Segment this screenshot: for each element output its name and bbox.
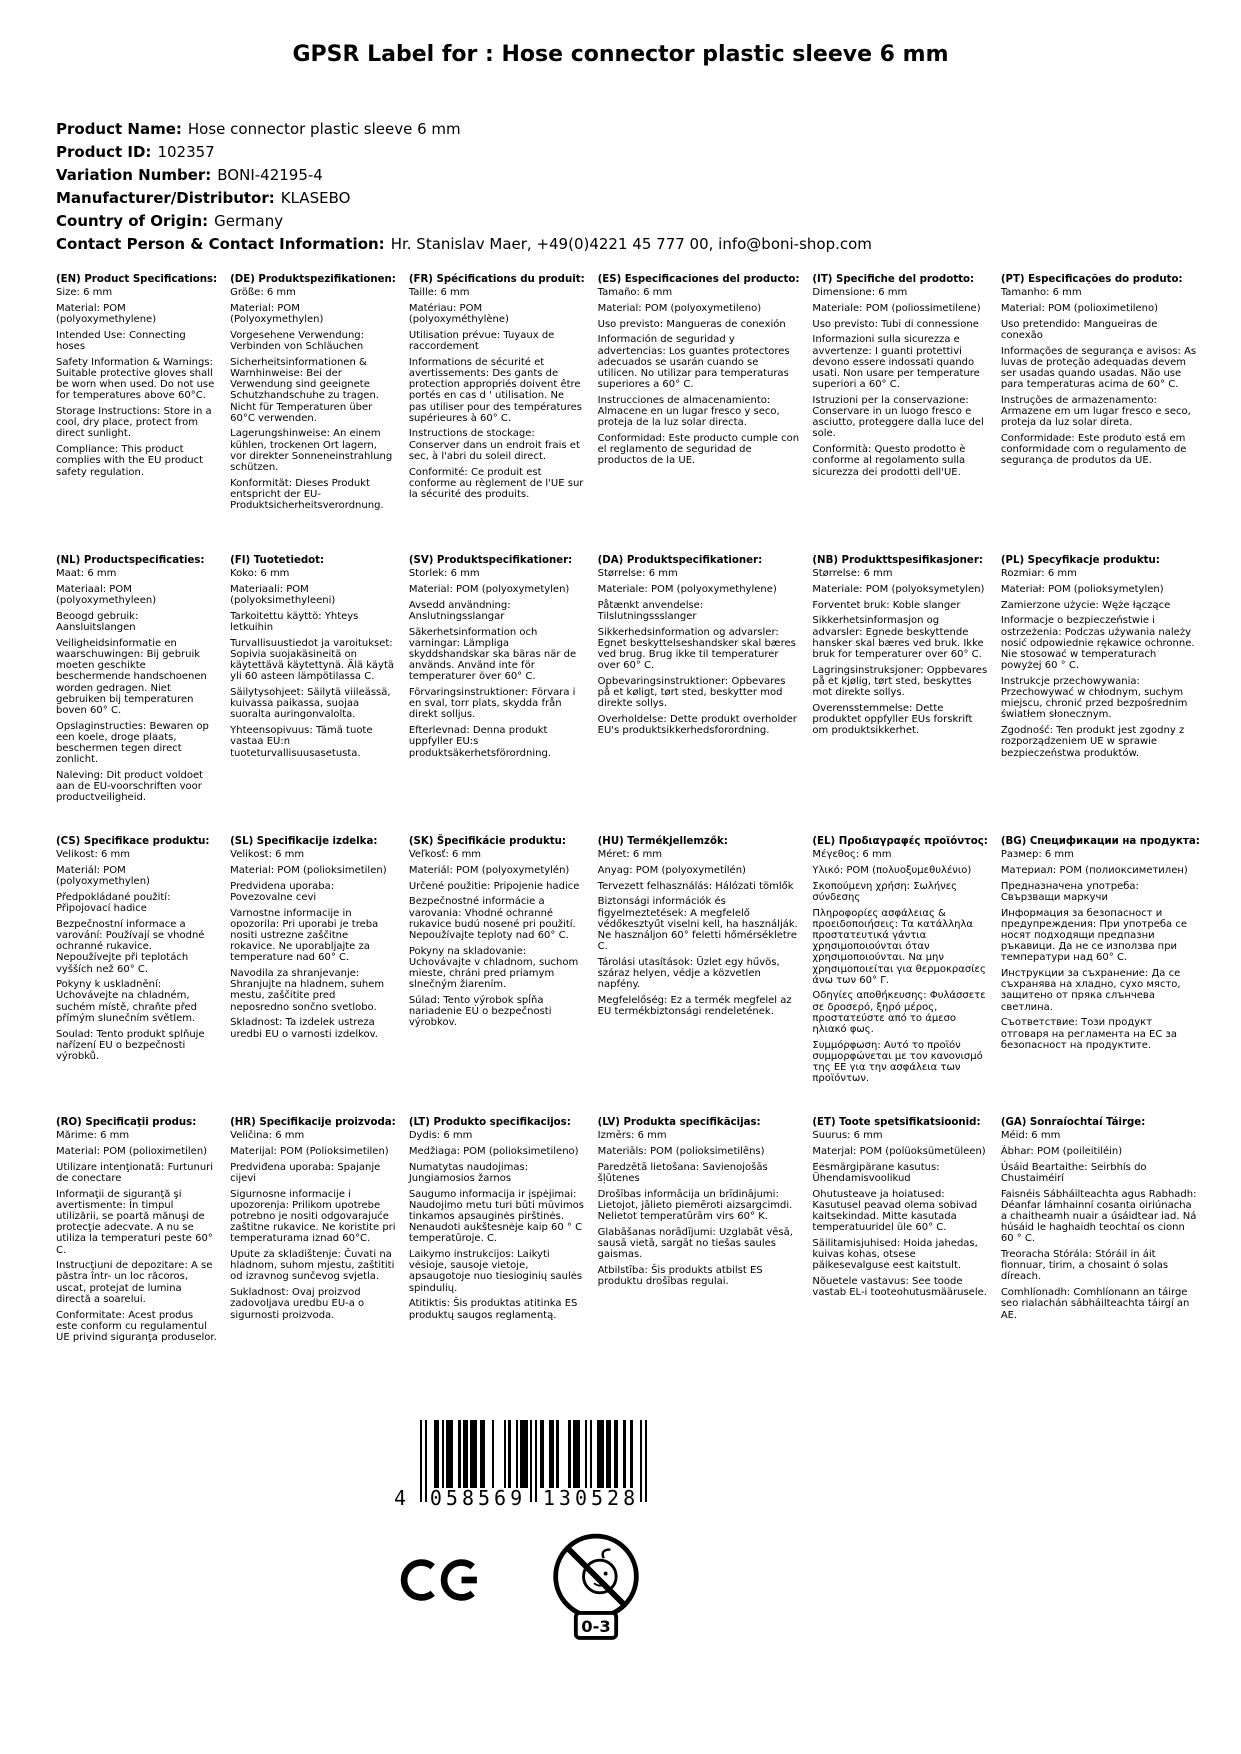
block-paragraph: Yhteensopivuus: Tämä tuote vastaa EU:n tuoteturvallisuusasetusta. bbox=[230, 725, 373, 759]
block-paragraph: Úsáid Beartaithe: Seirbhís do Chustaiméirí bbox=[1000, 1161, 1147, 1184]
block-paragraph: Förvaringsinstruktioner: Förvara i en sval, torr plats, skydda från direkt solljus. bbox=[408, 687, 576, 721]
block-paragraph: Istruzioni per la conservazione: Conservare in un luogo fresco e asciutto, proteggere dalla luce del sole. bbox=[812, 394, 984, 440]
block-paragraph: Méret: 6 mm bbox=[597, 849, 662, 861]
language-block bbox=[598, 1117, 800, 1398]
block-header: (IT) Specifiche del prodotto: bbox=[812, 274, 975, 285]
block-header: (NB) Produkttspesifikasjoner: bbox=[812, 555, 983, 566]
block-paragraph: Comhlíonadh: Comhlíonann an táirge seo rialachán sábháilteachta táirgí an AE. bbox=[1000, 1287, 1190, 1321]
block-paragraph: Instrucciones de almacenamiento: Almacene en un lugar fresco y seco, proteja de la luz solar directa. bbox=[597, 394, 780, 429]
block-paragraph: Veľkosť: 6 mm bbox=[408, 849, 482, 861]
block-paragraph: Uso previsto: Tubi di connessione bbox=[812, 318, 979, 330]
barcode-left-digits: 058569 bbox=[429, 1486, 527, 1510]
block-paragraph: Conformitate: Acest produs este conform cu regulamentul UE privind siguranţa produselor. bbox=[56, 1309, 217, 1343]
block-paragraph: Materijal: POM (Polioksimetilen) bbox=[230, 1146, 389, 1158]
block-paragraph: Ábhar: POM (poileitiléin) bbox=[1000, 1146, 1123, 1158]
block-paragraph: Matériau: POM (polyoxyméthylène) bbox=[408, 303, 509, 326]
block-paragraph: Tervezett felhasználás: Hálózati tömlők bbox=[597, 880, 794, 892]
block-header: (FR) Spécifications du produit: bbox=[408, 274, 585, 285]
block-paragraph: Beoogd gebruik: Aansluitslangen bbox=[56, 610, 139, 634]
block-paragraph: Zamierzone użycie: Węże łączące bbox=[1000, 599, 1171, 611]
block-paragraph: Suurus: 6 mm bbox=[812, 1130, 883, 1142]
block-paragraph: Dydis: 6 mm bbox=[408, 1130, 473, 1142]
block-paragraph: Instrucţiuni de depozitare: A se păstra într- un loc răcoros, uscat, protejat de lumina directă a soarelui. bbox=[56, 1260, 213, 1305]
language-block bbox=[1001, 1117, 1200, 1398]
block-paragraph: Lagerungshinweise: An einem kühlen, trockenen Ort lagern, vor direkter Sonneneinstrahlung schützen. bbox=[230, 428, 393, 474]
block-paragraph: Pokyny k uskladnění: Uchovávejte na chladném, suchém místě, chraňte před přímým slunečním světlem. bbox=[56, 979, 198, 1024]
language-block bbox=[56, 555, 217, 836]
info-row bbox=[56, 210, 872, 233]
block-paragraph: Upute za skladištenje: Čuvati na hladnom, suhom mjestu, zaštititi od izravnog sunčevog svjetla. bbox=[230, 1249, 395, 1283]
block-header: (LT) Produkto specifikacijos: bbox=[408, 1117, 571, 1128]
info-value: KLASEBO bbox=[280, 189, 351, 207]
block-header: (SV) Produktspecifikationer: bbox=[408, 555, 573, 566]
language-block bbox=[230, 1117, 396, 1398]
block-paragraph: Medžiaga: POM (polioksimetileno) bbox=[408, 1146, 579, 1158]
block-paragraph: Predvidena uporaba: Povezovalne cevi bbox=[230, 880, 335, 903]
block-paragraph: Faisnéis Sábháilteachta agus Rabhadh: Déanfar lámhainní cosanta oiriúnacha a chaitheamh nuair a úsáidtear iad. Ná húsáid le haghaidh teochtaí os cionn 60 ° C. bbox=[1000, 1188, 1197, 1245]
block-paragraph: Materiál: POM (polyoxymethylen) bbox=[56, 865, 150, 888]
block-paragraph: Velikost: 6 mm bbox=[56, 849, 131, 861]
block-paragraph: Tamaño: 6 mm bbox=[597, 287, 673, 299]
block-header: (EL) Προδιαγραφές προϊόντος: bbox=[812, 836, 988, 847]
block-header: (RO) Specificaţii produs: bbox=[56, 1117, 197, 1128]
block-paragraph: Atitiktis: Šis produktas atitinka ES produktų saugos reglamentą. bbox=[408, 1298, 578, 1321]
block-paragraph: Συμμόρφωση: Αυτό το προϊόν συμμορφώνεται με τον κανονισμό της ΕΕ για την ασφάλεια των προϊόντων. bbox=[812, 1039, 983, 1085]
block-paragraph: Materjal: POM (polüoksümetüleen) bbox=[812, 1146, 986, 1158]
info-value: BONI-42195-4 bbox=[217, 166, 323, 184]
block-paragraph: Material: POM (polioximetilen) bbox=[56, 1146, 208, 1158]
block-paragraph: Size: 6 mm bbox=[56, 287, 113, 299]
block-paragraph: Opbevaringsinstruktioner: Opbevares på et køligt, tørt sted, beskytter mod direkte sollys. bbox=[597, 675, 786, 710]
block-paragraph: Größe: 6 mm bbox=[230, 287, 296, 299]
block-paragraph: Материал: POM (полиоксиметилен) bbox=[1000, 865, 1188, 877]
block-paragraph: Informations de sécurité et avertissements: Des gants de protection appropriés doivent être portés en cas d ' utilisation. Ne pas utiliser pour des températures supérieures à 60° C. bbox=[408, 356, 582, 424]
block-header: (HU) Termékjellemzők: bbox=[597, 836, 728, 847]
block-paragraph: Paredzētā lietošana: Savienojošās šļūtenes bbox=[597, 1161, 768, 1184]
block-paragraph: Utilizare intenţionată: Furtunuri de conectare bbox=[56, 1161, 214, 1184]
block-paragraph: Lagringsinstruksjoner: Oppbevares på et kjølig, tørt sted, beskyttes mot direkte sollys. bbox=[812, 664, 988, 699]
block-paragraph: Conformidade: Este produto está em conformidade com o regulamento de segurança de produtos da UE. bbox=[1000, 432, 1187, 467]
language-block bbox=[1001, 836, 1200, 1117]
language-block bbox=[56, 836, 217, 1117]
block-header: (DA) Produktspecifikationer: bbox=[597, 555, 763, 566]
block-paragraph: Sicherheitsinformationen & Warnhinweise: Bei der Verwendung sind geeignete Schutzhandschuhe zu tragen. Nicht für Temperaturen über 60°C verwenden. bbox=[230, 356, 379, 424]
block-paragraph: Izmērs: 6 mm bbox=[597, 1130, 667, 1142]
language-block bbox=[230, 836, 396, 1117]
barcode-right-digits: 130528 bbox=[542, 1486, 640, 1510]
block-paragraph: Sikkerhetsinformasjon og advarsler: Egnede beskyttende hansker skal bæres ved bruk. Ikke bruk for temperaturer over 60° C. bbox=[812, 615, 984, 661]
block-paragraph: Material: POM (polyoxymethylene) bbox=[56, 303, 157, 326]
block-header: (SL) Specifikacije izdelka: bbox=[230, 836, 378, 847]
info-value: Hr. Stanislav Maer, +49(0)4221 45 777 00, info@boni-shop.com bbox=[390, 235, 872, 253]
ean13-barcode bbox=[392, 1420, 692, 1520]
block-paragraph: Drošības informācija un brīdinājumi: Lietojot, jālieto piemēroti aizsargcimdi. Nelietot temperatūrām virs 60° K. bbox=[597, 1188, 793, 1223]
info-row bbox=[56, 164, 872, 187]
block-paragraph: Material: POM (polyoxymetileno) bbox=[597, 303, 762, 315]
block-header: (PT) Especificações do produto: bbox=[1000, 274, 1183, 285]
block-paragraph: Rozmiar: 6 mm bbox=[1000, 568, 1077, 580]
block-paragraph: Informazioni sulla sicurezza e avvertenze: I guanti protettivi devono essere indossati quando usati. Non usare per temperature superiori a 60° C. bbox=[812, 334, 980, 391]
block-paragraph: Størrelse: 6 mm bbox=[597, 568, 678, 580]
block-paragraph: Opslaginstructies: Bewaren op een koele, droge plaats, beschermen tegen direct zonlicht. bbox=[56, 720, 209, 766]
block-paragraph: Predviđena uporaba: Spajanje cijevi bbox=[230, 1161, 381, 1184]
block-paragraph: Skladnost: Ta izdelek ustreza uredbi EU o varnosti izdelkov. bbox=[230, 1017, 378, 1040]
block-header: (DE) Produktspezifikationen: bbox=[230, 274, 396, 285]
block-paragraph: Instruções de armazenamento: Armazene em um lugar fresco e seco, proteja da luz solar direta. bbox=[1000, 394, 1191, 429]
block-header: (EN) Product Specifications: bbox=[56, 274, 218, 285]
block-paragraph: Informações de segurança e avisos: As luvas de proteção adequadas devem ser usadas quando usadas. Não use para temperaturas acima de 60° C. bbox=[1000, 345, 1197, 391]
info-row bbox=[56, 233, 872, 256]
block-paragraph: Taille: 6 mm bbox=[408, 287, 470, 299]
block-paragraph: Saugumo informacija ir įspėjimai: Naudojimo metu turi būti mūvimos tinkamos apsauginės pirštinės. Nenaudoti aukštesnėje kaip 60 ° C temperatūroje. C. bbox=[408, 1188, 584, 1245]
block-paragraph: Предназначена употреба: Свързващи маркучи bbox=[1000, 880, 1139, 903]
info-label: Contact Person & Contact Information: bbox=[56, 235, 385, 253]
language-block bbox=[1001, 555, 1200, 836]
block-paragraph: Intended Use: Connecting hoses bbox=[56, 329, 186, 353]
block-header: (FI) Tuotetiedot: bbox=[230, 555, 325, 566]
language-block bbox=[230, 555, 396, 836]
barcode-module bbox=[645, 1420, 647, 1502]
info-row bbox=[56, 118, 872, 141]
block-header: (SK) Špecifikácie produktu: bbox=[408, 836, 567, 847]
block-paragraph: Méid: 6 mm bbox=[1000, 1130, 1061, 1142]
ce-mark-icon bbox=[400, 1548, 482, 1612]
language-block bbox=[56, 274, 217, 555]
language-block bbox=[812, 555, 987, 836]
block-header: (CS) Specifikace produktu: bbox=[56, 836, 210, 847]
info-row bbox=[56, 187, 872, 210]
block-paragraph: Säilitamisjuhised: Hoida jahedas, kuivas kohas, otsese päikesevalguse eest kaitstult. bbox=[812, 1237, 978, 1272]
block-paragraph: Materiaali: POM (polyoksimethyleeni) bbox=[230, 584, 336, 607]
block-paragraph: Размер: 6 mm bbox=[1000, 849, 1074, 861]
language-block bbox=[812, 836, 987, 1117]
block-paragraph: Material: POM (Polyoxymethylen) bbox=[230, 303, 324, 326]
block-paragraph: Uso pretendido: Mangueiras de conexão bbox=[1000, 318, 1158, 341]
language-blocks-grid bbox=[56, 274, 1200, 1398]
block-paragraph: Materiał: POM (polioksymetylen) bbox=[1000, 584, 1164, 596]
language-block bbox=[230, 274, 396, 555]
block-paragraph: Tamanho: 6 mm bbox=[1000, 287, 1082, 299]
block-paragraph: Størrelse: 6 mm bbox=[812, 568, 893, 580]
block-paragraph: Safety Information & Warnings: Suitable protective gloves shall be worn when used. Do not use for temperatures above 60°C. bbox=[56, 356, 215, 402]
block-paragraph: Treoracha Stórála: Stóráil in áit fionnuar, tirim, a chosaint ó solas díreach. bbox=[1000, 1249, 1169, 1283]
block-paragraph: Storlek: 6 mm bbox=[408, 568, 480, 580]
info-value: Germany bbox=[214, 212, 284, 230]
block-paragraph: Material: POM (polioksimetilen) bbox=[230, 865, 387, 877]
block-paragraph: Tárolási utasítások: Üzlet egy hűvös, száraz helyen, védje a közvetlen napfény. bbox=[597, 956, 780, 991]
block-paragraph: Navodila za shranjevanje: Shranjujte na hladnem, suhem mestu, zaščitite pred neposredno sončno svetlobo. bbox=[230, 968, 385, 1013]
info-value: Hose connector plastic sleeve 6 mm bbox=[187, 120, 461, 138]
info-label: Manufacturer/Distributor: bbox=[56, 189, 275, 207]
info-row bbox=[56, 141, 872, 164]
block-paragraph: Säilytysohjeet: Säilytä viileässä, kuivassa paikassa, suojaa suoralta auringonvalolta. bbox=[230, 687, 391, 721]
block-paragraph: Eesmärgipärane kasutus: Ühendamisvoolikud bbox=[812, 1161, 940, 1184]
info-label: Product ID: bbox=[56, 143, 152, 161]
block-paragraph: Velikost: 6 mm bbox=[230, 849, 305, 861]
block-paragraph: Bezpečnostní informace a varování: Používají se vhodné ochranné rukavice. Nepoužívejte při teplotách vyšších než 60° C. bbox=[56, 918, 205, 975]
block-header: (HR) Specifikacije proizvoda: bbox=[230, 1117, 396, 1128]
page-title: GPSR Label for : Hose connector plastic sleeve 6 mm bbox=[292, 42, 949, 67]
block-paragraph: Anyag: POM (polyoxymetilén) bbox=[597, 865, 746, 877]
block-paragraph: Material: POM (polyoxymetylen) bbox=[408, 584, 570, 596]
block-paragraph: Instrukcje przechowywania: Przechowywać w chłodnym, suchym miejscu, chronić przed bezpośrednim światłem słonecznym. bbox=[1000, 675, 1188, 721]
block-paragraph: Pokyny na skladovanie: Uchovávajte v chladnom, suchom mieste, chráni pred priamym slnečným žiarením. bbox=[408, 945, 579, 991]
language-block bbox=[56, 1117, 217, 1398]
age-warning-text: 0-3 bbox=[581, 1617, 611, 1637]
block-paragraph: Ohutusteave ja hoiatused: Kasutusel peavad olema sobivad kaitsekindad. Mitte kasutada temperatuuridel üle 60° C. bbox=[812, 1188, 978, 1234]
language-block bbox=[812, 1117, 987, 1398]
block-paragraph: Uso previsto: Mangueras de conexión bbox=[597, 318, 786, 330]
block-paragraph: Materiale: POM (poliossimetilene) bbox=[812, 303, 981, 315]
block-header: (NL) Productspecificaties: bbox=[56, 555, 205, 566]
info-label: Country of Origin: bbox=[56, 212, 209, 230]
block-paragraph: Информация за безопасност и предупреждения: При употреба се носят подходящи предпазни ръкавици. Да не се използва при температури над 60° C. bbox=[1000, 907, 1187, 964]
block-paragraph: Materiál: POM (polyoxymetylén) bbox=[408, 865, 570, 877]
block-paragraph: Sikkerhedsinformation og advarsler: Egnet beskyttelseshandsker skal bæres ved brug. Brug ikke til temperaturer over 60° C. bbox=[597, 626, 796, 672]
block-header: (PL) Specyfikacje produktu: bbox=[1000, 555, 1160, 566]
block-paragraph: Materiāls: POM (polioksimetilēns) bbox=[597, 1146, 765, 1158]
language-block bbox=[1001, 274, 1200, 555]
language-block bbox=[598, 274, 800, 555]
block-paragraph: Koko: 6 mm bbox=[230, 568, 290, 580]
block-paragraph: Sigurnosne informacije i upozorenja: Prilikom upotrebe potrebno je nositi odgovarajuće zaštitne rukavice. Ne koristite pri temperaturama iznad 60°C. bbox=[230, 1188, 396, 1245]
block-paragraph: Soulad: Tento produkt splňuje nařízení EU o bezpečnosti výrobků. bbox=[56, 1028, 205, 1062]
language-block bbox=[409, 274, 585, 555]
block-paragraph: Určené použitie: Pripojenie hadice bbox=[408, 880, 580, 892]
block-paragraph: Avsedd användning: Anslutningsslangar bbox=[408, 599, 511, 622]
block-paragraph: Mărime: 6 mm bbox=[56, 1130, 130, 1142]
block-paragraph: Atbilstība: Šis produkts atbilst ES produktu drošības regulai. bbox=[597, 1264, 763, 1287]
language-block bbox=[409, 836, 585, 1117]
block-paragraph: Efterlevnad: Denna produkt uppfyller EU:s produktsäkerhetsförordning. bbox=[408, 725, 551, 759]
block-paragraph: Conformidad: Este producto cumple con el reglamento de seguridad de productos de la UE. bbox=[597, 432, 800, 467]
block-paragraph: Dimensione: 6 mm bbox=[812, 287, 908, 299]
info-label: Product Name: bbox=[56, 120, 182, 138]
block-paragraph: Vorgesehene Verwendung: Verbinden von Schläuchen bbox=[230, 329, 365, 353]
block-paragraph: Varnostne informacije in opozorila: Pri uporabi je treba nositi ustrezne zaščitne rokavice. Ne uporabljajte za temperature nad 60° C. bbox=[230, 907, 379, 964]
block-paragraph: Nõuetele vastavus: See toode vastab EL-i tooteohutusmäärusele. bbox=[812, 1275, 987, 1299]
block-paragraph: Laikymo instrukcijos: Laikyti vėsioje, sausoje vietoje, apsaugotoje nuo tiesioginių saulės spindulių. bbox=[408, 1249, 583, 1294]
block-paragraph: Säkerhetsinformation och varningar: Lämpliga skyddshandskar ska bäras när de används. Använd inte för temperaturer över 60° C. bbox=[408, 626, 577, 683]
block-paragraph: Informaţii de siguranţă şi avertismente: În timpul utilizării, se poartă mănuşi de protecţie adecvate. A nu se utiliza la temperaturi peste 60° C. bbox=[56, 1188, 213, 1256]
block-paragraph: Biztonsági információk és figyelmeztetések: A megfelelő védőkesztyűt viselni kell, ha használják. Ne használjon 60° feletti hőmérsékletre C. bbox=[597, 896, 798, 953]
barcode-first-digit: 4 bbox=[394, 1486, 407, 1510]
info-label: Variation Number: bbox=[56, 166, 212, 184]
block-paragraph: Σκοπούμενη χρήση: Σωλήνες σύνδεσης bbox=[812, 880, 958, 903]
block-paragraph: Инструкции за съхранение: Да се съхранява на хладно, сухо място, защитено от пряка слънчева светлина. bbox=[1000, 968, 1181, 1013]
block-paragraph: Bezpečnostné informácie a varovania: Vhodné ochranné rukavice budú nosené pri použití. Nepoužívajte teploty nad 60° C. bbox=[408, 896, 576, 942]
language-block bbox=[812, 274, 987, 555]
block-paragraph: Tarkoitettu käyttö: Yhteys letkuihin bbox=[230, 610, 359, 634]
block-header: (LV) Produkta specifikācijas: bbox=[597, 1117, 761, 1128]
block-paragraph: Storage Instructions: Store in a cool, dry place, protect from direct sunlight. bbox=[56, 406, 212, 440]
block-header: (BG) Спецификации на продукта: bbox=[1000, 836, 1200, 847]
block-paragraph: Megfelelőség: Ez a termék megfelel az EU termékbiztonsági rendeletének. bbox=[597, 994, 792, 1018]
block-paragraph: Forventet bruk: Koble slanger bbox=[812, 599, 961, 611]
block-paragraph: Materiale: POM (polyoksymetylen) bbox=[812, 584, 985, 596]
block-header: (ET) Toote spetsifikatsioonid: bbox=[812, 1117, 981, 1128]
block-paragraph: Veličina: 6 mm bbox=[230, 1130, 305, 1142]
block-paragraph: Súlad: Tento výrobok spĺňa nariadenie EÚ o bezpečnosti výrobkov. bbox=[408, 994, 552, 1029]
language-block bbox=[598, 555, 800, 836]
block-paragraph: Conformité: Ce produit est conforme au règlement de l'UE sur la sécurité des produits. bbox=[408, 466, 584, 500]
block-paragraph: Předpokládané použití: Připojovací hadice bbox=[56, 891, 171, 915]
block-paragraph: Konformität: Dieses Produkt entspricht der EU-Produktsicherheitsverordnung. bbox=[230, 477, 384, 512]
block-paragraph: Materiale: POM (polyoxymethylene) bbox=[597, 584, 777, 596]
block-paragraph: Veiligheidsinformatie en waarschuwingen: Bij gebruik moeten geschikte beschermende handschoenen worden gedragen. Niet gebruiken bij temperaturen boven 60° C. bbox=[56, 637, 207, 716]
block-paragraph: Sukladnost: Ovaj proizvod zadovoljava uredbu EU-a o sigurnosti proizvoda. bbox=[230, 1287, 365, 1321]
block-paragraph: Съответствие: Този продукт отговаря на регламента на ЕС за безопасност на продуктите. bbox=[1000, 1017, 1177, 1051]
language-block bbox=[409, 1117, 585, 1398]
language-block bbox=[409, 555, 585, 836]
block-paragraph: Conformità: Questo prodotto è conforme al regolamento sulla sicurezza dei prodotti dell'UE. bbox=[812, 444, 966, 478]
block-paragraph: Overholdelse: Dette produkt overholder EU's produktsikkerhedsforordning. bbox=[597, 713, 797, 737]
block-paragraph: Overensstemmelse: Dette produktet oppfyller EUs forskrift om produktsikkerhet. bbox=[812, 702, 973, 737]
block-paragraph: Informacje o bezpieczeństwie i ostrzeżenia: Podczas używania należy nosić odpowiednie rękawice ochronne. Nie stosować w temperaturach powyżej 60 ° C. bbox=[1000, 615, 1195, 672]
block-paragraph: Numatytas naudojimas: Jungiamosios žarnos bbox=[408, 1161, 529, 1184]
block-paragraph: Instructions de stockage: Conserver dans un endroit frais et sec, à l'abri du soleil direct. bbox=[408, 428, 580, 462]
block-paragraph: Turvallisuustiedot ja varoitukset: Sopivia suojakäsineitä on käytettävä käytettynä. Älä käytä yli 60 asteen lämpötilassa C. bbox=[230, 637, 395, 683]
language-block bbox=[598, 836, 800, 1117]
block-paragraph: Zgodność: Ten produkt jest zgodny z rozporządzeniem UE w sprawie bezpieczeństwa produktów. bbox=[1000, 725, 1185, 759]
block-header: (ES) Especificaciones del producto: bbox=[597, 274, 800, 285]
block-paragraph: Maat: 6 mm bbox=[56, 568, 117, 580]
info-value: 102357 bbox=[157, 143, 215, 161]
product-info bbox=[56, 118, 872, 256]
block-paragraph: Información de seguridad y advertencias: Los guantes protectores adecuados se usarán cuando se utilicen. No utilizar para temperaturas superiores a 60° C. bbox=[597, 334, 790, 391]
block-paragraph: Material: POM (polioximetileno) bbox=[1000, 303, 1159, 315]
block-paragraph: Naleving: Dit product voldoet aan de EU-voorschriften voor productveiligheid. bbox=[56, 769, 204, 804]
block-paragraph: Υλικό: POM (πολυοξυμεθυλένιο) bbox=[812, 865, 972, 877]
block-paragraph: Materiaal: POM (polyoxymethyleen) bbox=[56, 584, 157, 607]
block-paragraph: Οδηγίες αποθήκευσης: Φυλάσσετε σε δροσερό, ξηρό μέρος, προστατεύστε από το άμεσο ηλιακό φως. bbox=[812, 990, 986, 1036]
block-paragraph: Påtænkt anvendelse: Tilslutningssslanger bbox=[597, 599, 704, 622]
block-paragraph: Compliance: This product complies with the EU product safety regulation. bbox=[56, 444, 204, 478]
block-paragraph: Μέγεθος: 6 mm bbox=[812, 849, 892, 861]
block-header: (GA) Sonraíochtaí Táirge: bbox=[1000, 1117, 1146, 1128]
block-paragraph: Utilisation prévue: Tuyaux de raccordement bbox=[408, 329, 555, 353]
block-paragraph: Glabāšanas norādījumi: Uzglabāt vēsā, sausā vietā, sargāt no tiešas saules gaismas. bbox=[597, 1226, 793, 1261]
block-paragraph: Πληροφορίες ασφάλειας & προειδοποιήσεις: Τα κατάλληλα προστατευτικά γάντια χρησιμοποιούνται όταν χρησιμοποιούνται. Να μην χρησιμοποιείται για θερμοκρασίες άνω των 60° Γ. bbox=[812, 907, 986, 986]
age-warning-0-3-icon bbox=[548, 1530, 644, 1646]
